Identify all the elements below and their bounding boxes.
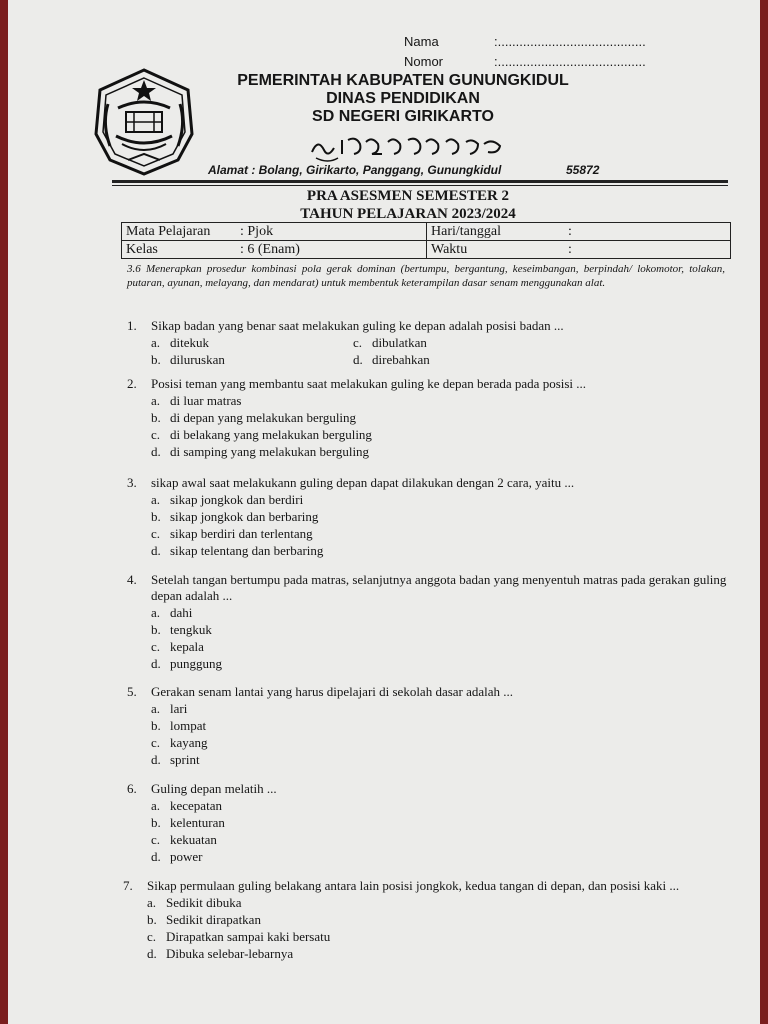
option-text: direbahkan <box>372 352 430 367</box>
question-3 <box>127 475 727 559</box>
option-a <box>151 604 727 621</box>
number-field <box>404 52 646 72</box>
header-rule-thick <box>112 180 728 183</box>
option-text: tengkuk <box>170 622 212 637</box>
question-number: 4. <box>127 572 137 587</box>
option-label: c. <box>147 929 157 944</box>
option-text: dibulatkan <box>372 335 427 350</box>
question-text: Guling depan melatih ... <box>151 781 277 796</box>
answer-options <box>123 894 727 962</box>
question-number: 3. <box>127 475 137 490</box>
option-c <box>151 831 727 848</box>
option-c <box>151 525 727 542</box>
question-1 <box>127 318 727 368</box>
option-text: kekuatan <box>170 832 217 847</box>
option-c <box>151 734 727 751</box>
option-c <box>353 334 553 351</box>
regency-logo <box>88 64 200 180</box>
question-text: sikap awal saat melakukann guling depan dapat dilakukan dengan 2 cara, yaitu ... <box>151 475 575 490</box>
time-value: : <box>568 242 572 257</box>
option-label: d. <box>151 752 161 767</box>
option-text: kelenturan <box>170 815 225 830</box>
school-address-line <box>208 163 600 177</box>
option-label: c. <box>151 526 161 541</box>
option-label: c. <box>151 735 161 750</box>
option-c <box>151 638 727 655</box>
time-cell <box>427 241 731 259</box>
option-label: b. <box>151 815 161 830</box>
option-label: d. <box>147 946 157 961</box>
option-text: Dibuka selebar-lebarnya <box>166 946 294 961</box>
question-stem <box>127 572 727 604</box>
option-b <box>151 508 727 525</box>
government-name: PEMERINTAH KABUPATEN GUNUNGKIDUL <box>237 72 569 89</box>
option-label: b. <box>147 912 157 927</box>
question-5 <box>127 684 727 768</box>
option-d <box>151 655 727 672</box>
exam-info-table <box>121 222 731 259</box>
question-text: Sikap permulaan guling belakang antara lain posisi jongkok, kedua tangan di depan, dan posisi kaki ... <box>147 878 680 893</box>
option-text: kecepatan <box>170 798 222 813</box>
subject-label: Mata Pelajaran <box>126 224 211 239</box>
question-stem <box>127 376 727 392</box>
javanese-script-school-name <box>308 134 508 164</box>
option-label: b. <box>151 509 161 524</box>
option-d <box>151 443 727 460</box>
option-b <box>151 351 353 368</box>
name-label: Nama <box>404 34 439 49</box>
option-label: a. <box>151 393 161 408</box>
date-value: : <box>568 224 572 239</box>
question-text: Gerakan senam lantai yang harus dipelajari di sekolah dasar adalah ... <box>151 684 514 699</box>
answer-options <box>127 604 727 672</box>
option-text: lari <box>170 701 188 716</box>
option-text: Sedikit dibuka <box>166 895 242 910</box>
answer-options <box>127 392 727 460</box>
option-a <box>151 700 727 717</box>
option-d <box>151 848 727 865</box>
answer-options <box>127 491 727 559</box>
option-d <box>151 542 727 559</box>
question-stem <box>127 781 727 797</box>
option-text: lompat <box>170 718 207 733</box>
name-blank: :......................................... <box>494 34 646 49</box>
class-cell <box>122 241 427 259</box>
option-label: a. <box>151 492 161 507</box>
date-cell <box>427 223 731 241</box>
option-text: punggung <box>170 656 222 671</box>
option-label: a. <box>147 895 157 910</box>
identity-fields <box>404 32 646 72</box>
option-b <box>151 621 727 638</box>
answer-options <box>127 797 727 865</box>
question-text: Posisi teman yang membantu saat melakukan guling ke depan berada pada posisi ... <box>151 376 587 391</box>
class-value: : 6 (Enam) <box>240 242 300 257</box>
option-label: a. <box>151 701 161 716</box>
question-text: Sikap badan yang benar saat melakukan guling ke depan adalah posisi badan ... <box>151 318 564 333</box>
option-c <box>151 426 727 443</box>
question-7 <box>123 878 727 962</box>
option-b <box>147 911 727 928</box>
option-label: a. <box>151 605 161 620</box>
class-label: Kelas <box>126 242 158 257</box>
option-d <box>147 945 727 962</box>
school-address: Alamat : Bolang, Girikarto, Panggang, Gunungkidul <box>208 163 502 177</box>
answer-options <box>127 334 727 368</box>
option-text: di belakang yang melakukan berguling <box>170 427 372 442</box>
option-a <box>151 392 727 409</box>
option-label: a. <box>151 335 161 350</box>
option-text: di luar matras <box>170 393 242 408</box>
option-text: Dirapatkan sampai kaki bersatu <box>166 929 331 944</box>
question-2 <box>127 376 727 460</box>
question-number: 1. <box>127 318 137 333</box>
question-6 <box>127 781 727 865</box>
option-label: c. <box>151 427 161 442</box>
option-text: Sedikit dirapatkan <box>166 912 261 927</box>
option-c <box>147 928 727 945</box>
answer-options <box>127 700 727 768</box>
option-label: a. <box>151 798 161 813</box>
option-a <box>151 334 353 351</box>
option-label: d. <box>151 849 161 864</box>
option-label: d. <box>353 352 363 367</box>
option-text: di samping yang melakukan berguling <box>170 444 370 459</box>
question-number: 6. <box>127 781 137 796</box>
option-d <box>353 351 553 368</box>
agency-name: DINAS PENDIDIKAN <box>326 90 480 107</box>
option-text: di depan yang melakukan berguling <box>170 410 357 425</box>
academic-year: TAHUN PELAJARAN 2023/2024 <box>300 206 516 222</box>
option-b <box>151 409 727 426</box>
option-text: sikap berdiri dan terlentang <box>170 526 313 541</box>
option-text: sikap jongkok dan berdiri <box>170 492 304 507</box>
option-a <box>151 797 727 814</box>
option-text: kepala <box>170 639 204 654</box>
postal-code: 55872 <box>566 163 600 177</box>
option-text: kayang <box>170 735 208 750</box>
option-text: sikap telentang dan berbaring <box>170 543 324 558</box>
date-label: Hari/tanggal <box>431 224 501 239</box>
question-number: 2. <box>127 376 137 391</box>
basic-competency: 3.6 Menerapkan prosedur kombinasi pola gerak dominan (bertumpu, bergantung, keseimbangan, berpindah/ lokomotor, tolakan, putaran, ayunan, melayang, dan mendarat) untuk membentuk keterampilan dasar senam menggunakan alat. <box>127 263 725 289</box>
option-label: c. <box>151 639 161 654</box>
option-text: dahi <box>170 605 193 620</box>
number-label: Nomor <box>404 54 444 69</box>
school-name: SD NEGERI GIRIKARTO <box>312 108 494 125</box>
question-stem <box>127 684 727 700</box>
exam-paper <box>8 0 760 1024</box>
option-text: sikap jongkok dan berbaring <box>170 509 319 524</box>
option-label: d. <box>151 444 161 459</box>
option-a <box>147 894 727 911</box>
option-label: c. <box>353 335 363 350</box>
number-blank: :......................................... <box>494 54 646 69</box>
option-label: d. <box>151 656 161 671</box>
option-text: power <box>170 849 203 864</box>
option-text: sprint <box>170 752 200 767</box>
time-label: Waktu <box>431 242 468 257</box>
option-label: b. <box>151 718 161 733</box>
header-rule-thin <box>112 185 728 186</box>
option-b <box>151 814 727 831</box>
option-text: diluruskan <box>170 352 225 367</box>
question-stem <box>123 878 727 894</box>
option-label: b. <box>151 410 161 425</box>
question-number: 7. <box>123 878 133 893</box>
option-label: b. <box>151 622 161 637</box>
question-4 <box>127 572 727 672</box>
question-text: Setelah tangan bertumpu pada matras, selanjutnya anggota badan yang menyentuh matras pada gerakan guling depan adalah ... <box>151 572 727 603</box>
option-label: d. <box>151 543 161 558</box>
option-a <box>151 491 727 508</box>
subject-value: : Pjok <box>240 224 274 239</box>
subject-cell <box>122 223 427 241</box>
question-stem <box>127 475 727 491</box>
question-number: 5. <box>127 684 137 699</box>
question-stem <box>127 318 727 334</box>
name-field <box>404 32 646 52</box>
option-label: b. <box>151 352 161 367</box>
exam-title: PRA ASESMEN SEMESTER 2 <box>306 188 510 204</box>
option-label: c. <box>151 832 161 847</box>
option-b <box>151 717 727 734</box>
option-d <box>151 751 727 768</box>
option-text: ditekuk <box>170 335 209 350</box>
